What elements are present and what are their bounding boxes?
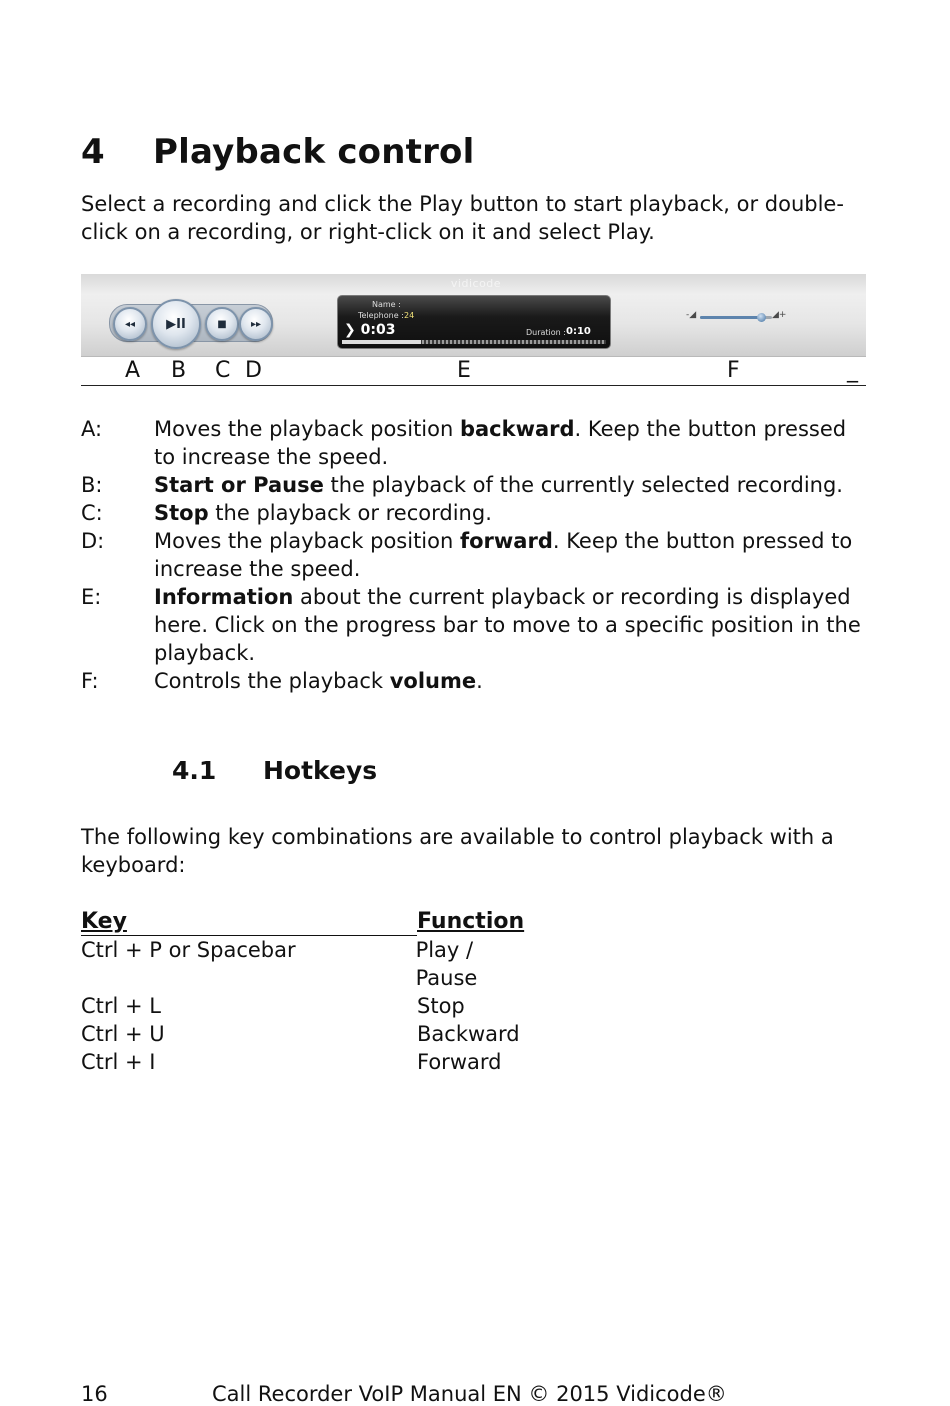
section-title: Hotkeys [263,756,378,785]
label-b: B [171,358,187,383]
duration-value: 0:10 [566,326,591,337]
brand-logo: vidicode [450,277,502,290]
definition-key: E: [81,585,102,609]
chapter-number: 4 [81,132,105,172]
table-row [81,1048,541,1076]
table-header [81,908,541,936]
definition-list [81,415,871,695]
volume-knob[interactable] [757,313,766,322]
hotkey-combo: Ctrl + L [81,994,162,1018]
telephone-label: Telephone : [358,311,404,320]
chevron-right-icon: ❯ [344,322,356,338]
definition-row [81,667,871,695]
definition-text: Moves the playback position forward. Keep the button pressed to increase the speed. [154,529,853,581]
chapter-title: Playback control [153,132,475,172]
table-row [81,1020,541,1048]
fast-forward-icon: ▸▸ [250,318,262,330]
play-pause-icon: ▶II [166,316,186,332]
volume-fill [700,316,761,319]
stop-button[interactable] [205,307,239,341]
forward-button[interactable] [239,307,273,341]
definition-row [81,527,871,583]
definition-row [81,499,871,527]
label-e: E [457,358,471,383]
rewind-icon: ◂◂ [124,318,136,330]
intro-paragraph: Select a recording and click the Play button to start playback, or double-click on a recording, or right-click on it and select Play. [81,192,844,244]
label-c: C [215,358,231,383]
stop-icon: ■ [217,318,227,330]
definition-row [81,583,871,667]
hotkey-function: Forward [417,1050,502,1074]
progress-bar[interactable] [342,340,606,344]
header-function: Function [417,909,525,934]
definition-text: Moves the playback position backward. Keep the button pressed to increase the speed. [154,417,847,469]
duration-label: Duration : [526,328,566,337]
hotkey-combo: Ctrl + P or Spacebar [81,938,296,962]
hotkey-combo: Ctrl + I [81,1050,156,1074]
hotkeys-table [81,908,541,1076]
progress-fill [342,340,421,344]
telephone-value: 24 [404,311,415,320]
hotkey-function: Play / Pause [415,938,478,990]
backward-button[interactable] [113,307,147,341]
section-heading [172,756,377,785]
chapter-heading [81,132,474,172]
hotkeys-intro: The following key combinations are available to control playback with a keyboard: [81,825,834,877]
elapsed-time-value: 0:03 [360,322,396,338]
page-footer [81,1382,871,1406]
definition-text: Controls the playback volume. [154,669,483,693]
label-end: _ [847,358,858,383]
key-header-underline [81,935,417,936]
definition-row [81,471,871,499]
footer-text: Call Recorder VoIP Manual EN © 2015 Vidicode® [212,1382,727,1406]
hotkey-combo: Ctrl + U [81,1022,165,1046]
definition-text: Information about the current playback or recording is displayed here. Click on the progress bar to move to a specific position in the playback. [154,585,861,665]
callout-labels [81,358,866,386]
label-a: A [125,358,141,383]
definition-key: B: [81,473,103,497]
definition-key: C: [81,501,103,525]
elapsed-time [344,322,395,338]
table-row [81,936,541,992]
label-f: F [727,358,740,383]
label-d: D [245,358,262,383]
hotkey-function: Stop [417,994,465,1018]
volume-slider[interactable] [700,316,772,319]
volume-high-icon: ◢+ [772,310,787,320]
play-pause-button[interactable] [151,299,201,349]
definition-key: A: [81,417,103,441]
section-number: 4.1 [172,756,217,785]
header-key: Key [81,909,127,934]
volume-low-icon: -◢ [686,310,697,320]
hotkey-function: Backward [417,1022,520,1046]
volume-control [686,310,786,324]
table-row [81,992,541,1020]
definition-text: Stop the playback or recording. [154,501,492,525]
info-display [337,295,611,349]
player-screenshot [81,274,866,357]
name-label: Name : [372,300,401,309]
definition-key: D: [81,529,105,553]
page-number: 16 [81,1382,108,1406]
definition-row [81,415,871,471]
definition-text: Start or Pause the playback of the currently selected recording. [154,473,843,497]
definition-key: F: [81,669,99,693]
